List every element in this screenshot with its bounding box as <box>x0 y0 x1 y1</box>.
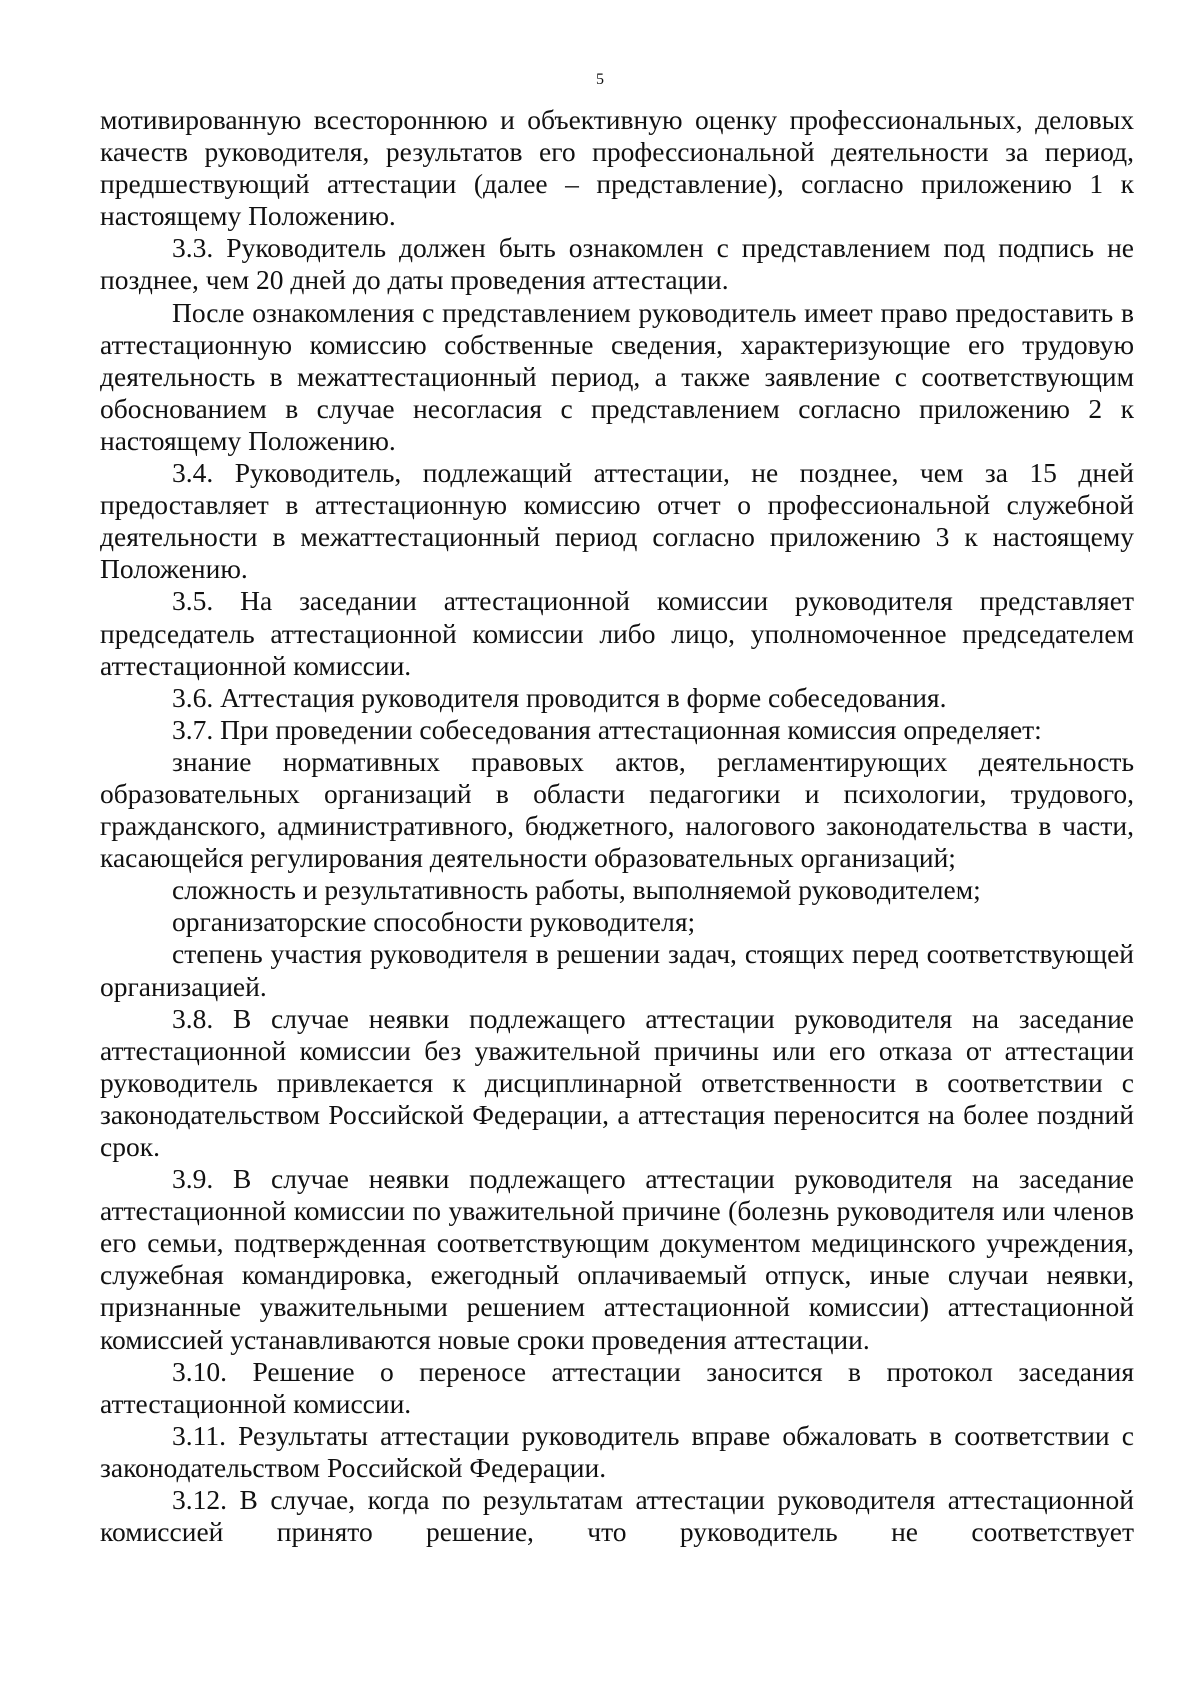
paragraph-3-5: 3.5. На заседании аттестационной комиссии руководителя представляет председатель аттестационной комиссии либо лицо, уполномоченное председателем аттестационной комиссии. <box>100 585 1134 681</box>
paragraph-3-9: 3.9. В случае неявки подлежащего аттестации руководителя на заседание аттестационной комиссии по уважительной причине (болезнь руководителя или членов его семьи, подтвержденная соответствующим документом медицинского учреждения, служебная командировка, ежегодный оплачиваемый отпуск, иные случаи неявки, признанные уважительными решением аттестационной комиссии) аттестационной комиссией устанавливаются новые сроки проведения аттестации. <box>100 1163 1134 1355</box>
paragraph-continuation: мотивированную всестороннюю и объективную оценку профессиональных, деловых качеств руководителя, результатов его профессиональной деятельности за период, предшествующий аттестации (далее – представление), согласно приложению 1 к настоящему Положению. <box>100 104 1134 232</box>
paragraph-3-3-review: После ознакомления с представлением руководитель имеет право предоставить в аттестационную комиссию собственные сведения, характеризующие его трудовую деятельность в межаттестационный период, а также заявление с соответствующим обоснованием в случае несогласия с представлением согласно приложению 2 к настоящему Положению. <box>100 296 1134 456</box>
paragraph-3-4: 3.4. Руководитель, подлежащий аттестации, не позднее, чем за 15 дней предоставляет в аттестационную комиссию отчет о профессиональной служебной деятельности в межаттестационный период согласно приложению 3 к настоящему Положению. <box>100 457 1134 585</box>
paragraph-3-12: 3.12. В случае, когда по результатам аттестации руководителя аттестационной комиссией принято решение, что руководитель не соответствует <box>100 1484 1134 1548</box>
paragraph-3-6: 3.6. Аттестация руководителя проводится в форме собеседования. <box>172 681 947 713</box>
document-body <box>100 104 1134 1548</box>
paragraph-3-3: 3.3. Руководитель должен быть ознакомлен с представлением под подпись не позднее, чем 20 дней до даты проведения аттестации. <box>100 232 1134 296</box>
paragraph-3-7-participation: степень участия руководителя в решении задач, стоящих перед соответствующей организацией. <box>100 938 1134 1002</box>
paragraph-3-7-knowledge: знание нормативных правовых актов, регламентирующих деятельность образовательных организаций в области педагогики и психологии, трудового, гражданского, административного, бюджетного, налогового законодательства в части, касающейся регулирования деятельности образовательных организаций; <box>100 745 1134 874</box>
paragraph-3-7-complexity: сложность и результативность работы, выполняемой руководителем; <box>172 874 981 906</box>
page-number: 5 <box>596 71 604 88</box>
paragraph-3-10: 3.10. Решение о переносе аттестации заносится в протокол заседания аттестационной комиссии. <box>100 1355 1134 1419</box>
paragraph-3-8: 3.8. В случае неявки подлежащего аттестации руководителя на заседание аттестационной комиссии без уважительной причины или его отказа от аттестации руководитель привлекается к дисциплинарной ответственности в соответствии с законодательством Российской Федерации, а аттестация переносится на более поздний срок. <box>100 1002 1134 1162</box>
paragraph-3-7: 3.7. При проведении собеседования аттестационная комиссия определяет: <box>172 713 1042 745</box>
paragraph-3-11: 3.11. Результаты аттестации руководитель вправе обжаловать в соответствии с законодательством Российской Федерации. <box>100 1419 1134 1483</box>
paragraph-3-7-organizational: организаторские способности руководителя; <box>172 906 696 938</box>
